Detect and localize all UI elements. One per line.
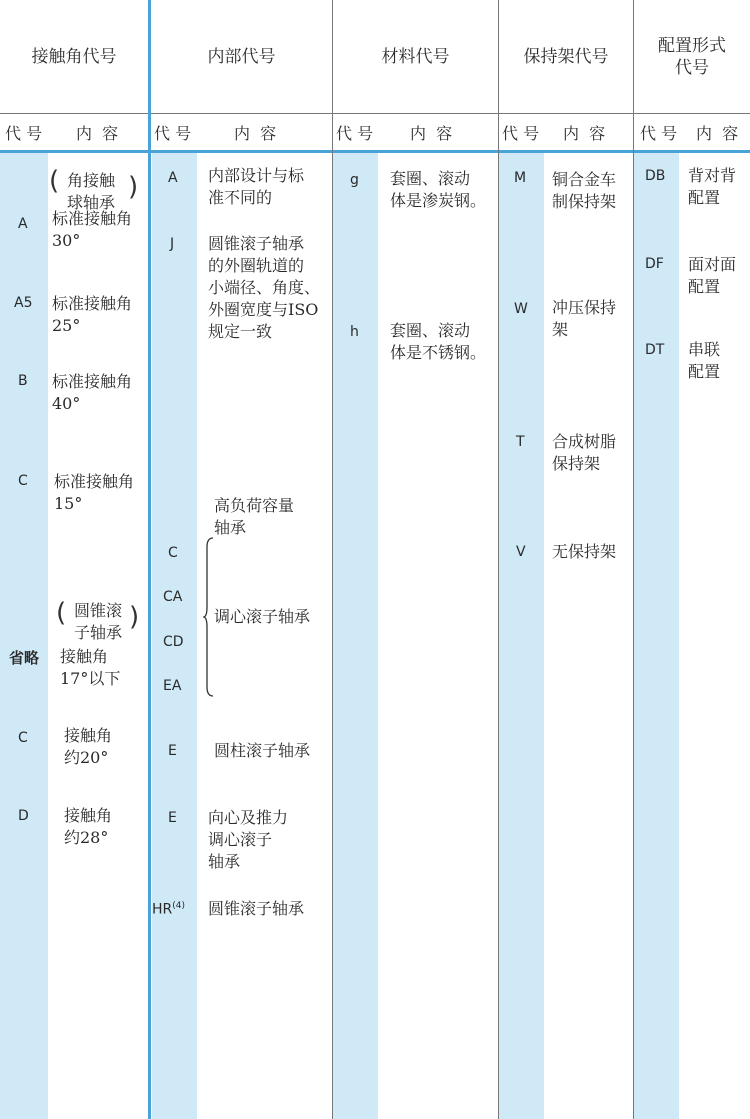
- cage-code: W: [514, 301, 528, 317]
- subheader-content: 内 容: [234, 123, 277, 143]
- divider-contact-internal: [148, 0, 151, 1119]
- subheader-content: 内 容: [563, 123, 606, 143]
- subheader-code: 代 号: [154, 123, 192, 143]
- header-material: 材料代号: [381, 47, 450, 67]
- internal-code: E: [168, 810, 177, 826]
- internal-text: 高负荷容量 轴承: [214, 496, 295, 537]
- internal-code: CA: [163, 589, 183, 605]
- internal-text: 调心滚子轴承: [214, 607, 311, 626]
- internal-code: J: [170, 236, 175, 252]
- internal-code: C: [168, 545, 178, 561]
- paren-close: ): [128, 172, 139, 202]
- arrangement-code: DB: [645, 168, 666, 184]
- internal-text: 圆锥滚子轴承: [208, 899, 305, 918]
- internal-code: EA: [163, 678, 182, 694]
- ball-bearing-note: 角接触 球轴承: [67, 171, 116, 212]
- material-text: 套圈、滚动 体是不锈钢。: [390, 321, 487, 362]
- col-bg-arrangement-code: [634, 152, 679, 1119]
- internal-text: 向心及推力 调心滚子 轴承: [208, 808, 289, 871]
- arrangement-code: DT: [645, 342, 665, 358]
- subheader-content: 内 容: [76, 123, 119, 143]
- material-code: g: [350, 172, 359, 188]
- contact-code: C: [18, 473, 28, 489]
- material-code: h: [350, 324, 359, 340]
- cage-code: M: [514, 170, 527, 186]
- material-text: 套圈、滚动 体是渗炭钢。: [390, 169, 487, 210]
- header-arrangement: 配置形式 代号: [658, 36, 726, 78]
- divider-material-cage: [498, 0, 499, 1119]
- paren-open: (: [56, 598, 67, 628]
- subheader-code: 代 号: [336, 123, 374, 143]
- subheader-code: 代 号: [502, 123, 540, 143]
- contact-text: 标准接触角 15°: [54, 472, 135, 513]
- header-internal: 内部代号: [207, 47, 276, 67]
- cage-text: 无保持架: [552, 542, 617, 561]
- subheader-content: 内 容: [410, 123, 453, 143]
- internal-text: 内部设计与标 准不同的: [208, 166, 305, 207]
- header-cage: 保持架代号: [523, 47, 609, 67]
- internal-code: HR$^{(4)}$: [152, 901, 186, 918]
- cage-text: 冲压保持 架: [552, 298, 617, 339]
- internal-code: E: [168, 743, 177, 759]
- contact-code: A5: [14, 295, 33, 311]
- paren-close: ): [129, 602, 140, 632]
- cage-text: 合成树脂 保持架: [552, 432, 617, 473]
- col-bg-material-code: [333, 152, 378, 1119]
- contact-code: C: [18, 730, 28, 746]
- contact-text: 接触角 约20°: [64, 726, 113, 767]
- contact-text: 接触角 17°以下: [60, 647, 121, 688]
- subheader-code: 代 号: [5, 123, 43, 143]
- contact-code-omitted: 省略: [9, 649, 40, 667]
- divider-internal-material: [332, 0, 333, 1119]
- contact-text: 接触角 约28°: [64, 806, 113, 847]
- contact-code: D: [18, 808, 29, 824]
- arrangement-text: 面对面 配置: [688, 255, 737, 296]
- arrangement-text: 串联 配置: [688, 340, 721, 381]
- body-divider: [0, 150, 750, 153]
- internal-code: CD: [163, 634, 184, 650]
- cage-text: 铜合金车 制保持架: [552, 170, 617, 211]
- arrangement-text: 背对背 配置: [688, 166, 737, 207]
- header-contact-angle: 接触角代号: [31, 47, 117, 67]
- internal-code: A: [168, 170, 178, 186]
- contact-text: 标准接触角 40°: [52, 372, 133, 413]
- subheader-content: 内 容: [696, 123, 739, 143]
- internal-text: 圆柱滚子轴承: [214, 741, 311, 760]
- internal-text: 圆锥滚子轴承 的外圈轨道的 小端径、角度、 外圈宽度与ISO 规定一致: [208, 234, 321, 341]
- cage-code: V: [516, 544, 526, 560]
- contact-text: 标准接触角 25°: [52, 294, 133, 335]
- contact-code: B: [18, 373, 28, 389]
- contact-text: 标准接触角 30°: [52, 209, 133, 250]
- arrangement-code: DF: [645, 256, 664, 272]
- contact-code: A: [18, 216, 28, 232]
- col-bg-cage-code: [499, 152, 544, 1119]
- roller-bearing-note: 圆锥滚 子轴承: [74, 601, 123, 642]
- cage-code: T: [516, 434, 525, 450]
- divider-cage-arrangement: [633, 0, 634, 1119]
- paren-open: (: [49, 166, 60, 196]
- subheader-code: 代 号: [640, 123, 678, 143]
